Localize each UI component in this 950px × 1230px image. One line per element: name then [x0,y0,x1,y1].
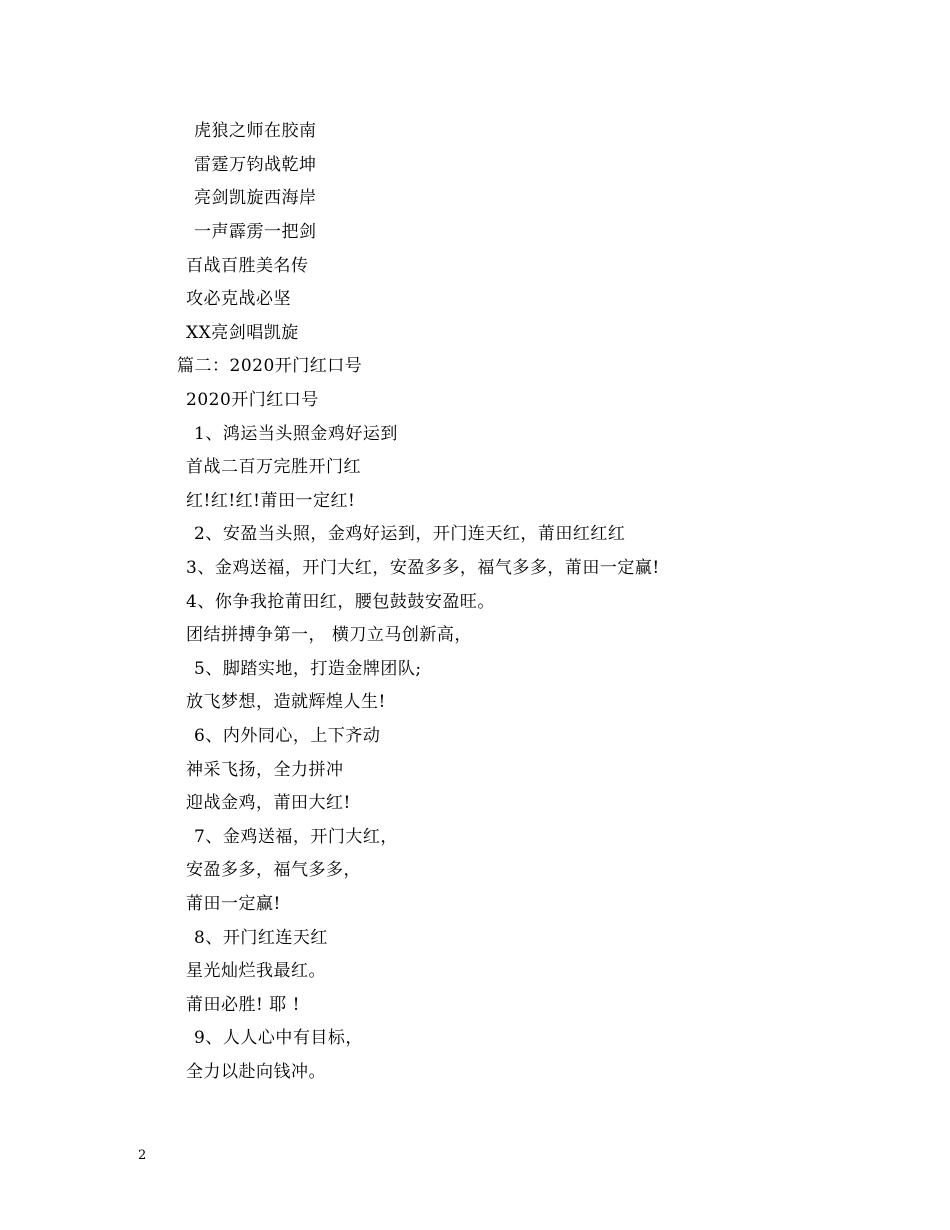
text-line: 2、安盈当头照，金鸡好运到，开门连天红，莆田红红红 [194,524,626,544]
text-line: 9、人人心中有目标， [194,1028,363,1048]
text-line: 放飞梦想，造就辉煌人生! [186,692,386,712]
text-line: 一声霹雳一把剑 [194,222,317,242]
section-heading: 篇二：2020开门红口号 [177,356,363,376]
text-line: 星光灿烂我最红。 [186,961,326,981]
text-line: 全力以赴向钱冲。 [186,1062,326,1082]
text-line: 攻必克战必坚 [186,289,291,309]
text-line: 团结拼搏争第一， 横刀立马创新高， [186,625,472,645]
text-line: 7、金鸡送福，开门大红， [194,827,398,847]
text-line: 4、你争我抢莆田红，腰包鼓鼓安盈旺。 [186,592,495,612]
page-number: 2 [138,1148,147,1163]
text-line: 神采飞扬，全力拼冲 [186,760,344,780]
text-line: 雷霆万钧战乾坤 [194,155,317,175]
text-line: 1、鸿运当头照金鸡好运到 [194,424,398,444]
text-line: 亮剑凯旋西海岸 [194,188,317,208]
text-line: 红!红!红!莆田一定红! [186,491,356,511]
text-line: 百战百胜美名传 [186,256,309,276]
text-line: 首战二百万完胜开门红 [186,457,361,477]
text-line: 5、脚踏实地，打造金牌团队; [194,659,422,679]
text-line: XX亮剑唱凯旋 [186,323,299,343]
text-line: 莆田一定赢! [186,894,281,914]
text-line: 虎狼之师在胶南 [194,121,317,141]
text-line: 安盈多多，福气多多， [186,860,361,880]
text-line: 迎战金鸡，莆田大红! [186,793,351,813]
text-line: 莆田必胜! 耶 ! [186,995,300,1015]
text-line: 6、内外同心，上下齐动 [194,726,381,746]
text-line: 8、开门红连天红 [194,928,328,948]
text-line: 2020开门红口号 [186,390,319,410]
text-line: 3、金鸡送福，开门大红，安盈多多，福气多多，莆田一定赢! [186,558,660,578]
